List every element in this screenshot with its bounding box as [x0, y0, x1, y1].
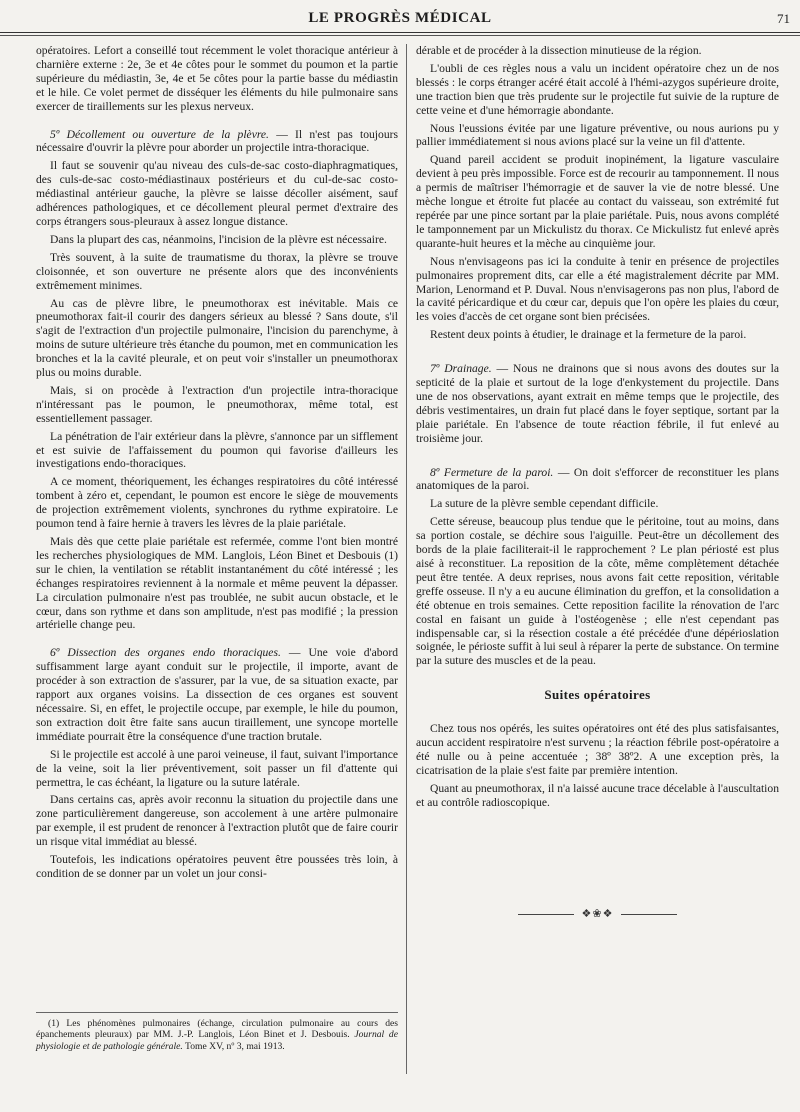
- footnote-text-end: Tome XV, nº 3, mai 1913.: [182, 1040, 285, 1052]
- paragraph: Chez tous nos opérés, les suites opératoires ont été des plus satisfaisantes, aucun accident respiratoire n'est survenu ; la réaction fébrile post-opératoire a été nulle ou à peine accentuée ; 38º 38º2. A une exception près, la cicatrisation de la plaie s'est faite par première intention.: [416, 722, 779, 777]
- page-header: [0, 0, 800, 34]
- paragraph: La pénétration de l'air extérieur dans la plèvre, s'annonce par un sifflement et est suivie de l'affaissement du poumon qui favorise d'ailleurs les investigations endo-thoraciques.: [36, 429, 398, 471]
- section-5: [36, 128, 398, 156]
- section-title: 5º Décollement ou ouverture de la plèvre.: [50, 127, 269, 141]
- paragraph: dérable et de procéder à la dissection minutieuse de la région.: [416, 44, 702, 57]
- fleuron-icon: ❖❀❖: [581, 907, 614, 920]
- paragraph: La suture de la plèvre semble cependant difficile.: [430, 497, 659, 511]
- paragraph: Cette séreuse, beaucoup plus tendue que le péritoine, tout au moins, dans sa portion costale, se déchire sous l'aiguille. Peut-être un décollement des bords de la plaie faciliterait-il le rapprochement ? Le plan périosté est plus aisé à reconstituer. La reposition de la côte, même complètement détachée peut être tentée. A deux reprises, nous avons fait cette reposition, véritable greffe osseuse. Il n'y a eu aucune élimination du greffon, et la consolidation a été obtenue en trois semaines. Cette reposition facilite la rénovation de l'arc costal en faisant un guide à l'ostéogenèse ; elle n'est cependant pas indispensable car, si la résection costale a été précédée d'une dépérioslation soignée, le périoste suffit à lui seul à réparer la perte de substance. On termine par la suture des muscles et de la peau.: [416, 515, 779, 668]
- section-6: [36, 646, 398, 743]
- ornament: [416, 908, 779, 922]
- paragraph: Toutefois, les indications opératoires peuvent être poussées très loin, à condition de se donner par un volet un jour consi-: [36, 853, 398, 880]
- paragraph: Nous n'envisageons pas ici la conduite à tenir en présence de projectiles pulmonaires proprement dits, car elle a été magistralement décrite par MM. Marion, Lenormand et P. Duval. Nous n'envisagerons pas non plus, l'abord de la cavité péricardique et du cœur car, depuis que l'on opère les plaies du cœur, les voies d'accès de cet organe sont bien précisées.: [416, 254, 779, 324]
- paragraph: Quant au pneumothorax, il n'a laissé aucune trace décelable à l'auscultation et au contrôle radioscopique.: [416, 781, 779, 809]
- paragraph: Nous l'eussions évitée par une ligature préventive, ou nous aurions pu y pallier immédiatement si nous avions placé sur la veine un fil d'attente.: [416, 121, 779, 149]
- section-text: — Il n'est pas toujours nécessaire d'ouvrir la plèvre pour aborder un projectile intra-thoracique.: [36, 127, 398, 155]
- section-title: 7º Drainage.: [430, 362, 492, 376]
- ornament-line-left: [518, 914, 574, 915]
- paragraph: A ce moment, théoriquement, les échanges respiratoires du côté intéressé tombent à zéro et, cependant, le poumon est encore le siège de mouvements de projection extrêmement violents, synchrones du rythme expiratoire. Le poumon tend à faire hernie à travers les lèvres de la plaie pariétale.: [36, 475, 398, 531]
- paragraph: Restent deux points à étudier, le drainage et la fermeture de la paroi.: [430, 328, 747, 342]
- paragraph: Très souvent, à la suite de traumatisme du thorax, la plèvre se trouve cloisonnée, et son ouverture ne présente alors que des inconvénients extrêmement minimes.: [36, 250, 398, 292]
- right-column: [416, 44, 779, 922]
- paragraph: Il faut se souvenir qu'au niveau des culs-de-sac costo-diaphragmatiques, des culs-de-sac costo-médiastinaux postérieurs et du cul-de-sac costo-médiastinal antérieur gauche, la plèvre se laisse décoller aisément, sauf adhérences pathologiques, et ce décollement pleural permet d'extraire des corps étrangers sous-pleuraux à assez longue distance.: [36, 159, 398, 228]
- paragraph: Quand pareil accident se produit inopinément, la ligature vasculaire devient à peu près impossible. Force est de recourir au tamponnement. Il nous a permis de maîtriser l'hémorragie et de sauver la vie de notre blessé. Une mèche longue et étroite fut placée au contact du vaisseau, son extrémité fut repérée par une pince sortant par la plaie pariétale. Puis, nous avons complété le tamponnement par un Mickulistz du thorax. Ce Mickulistz fut enlevé après quarante-huit heures et la mèche au cinquième jour.: [416, 153, 779, 250]
- paragraph: Au cas de plèvre libre, le pneumothorax est inévitable. Mais ce pneumothorax fait-il courir des dangers sérieux au blessé ? Sans doute, s'il s'agit de l'extraction d'un projectile pulmonaire, l'incision du parenchyme, à moins de suture ultérieure très étanche du poumon, met en communication les bronches et la la cavité pleurale, et on peut voir s'installer un pneumothorax plus ou moins durable.: [36, 296, 398, 380]
- paragraph: Mais, si on procède à l'extraction d'un projectile intra-thoracique n'intéressant pas le poumon, le pneumothorax, même total, est essentiellement passager.: [36, 383, 398, 425]
- section-title: 8º Fermeture de la paroi.: [430, 465, 554, 479]
- ornament-line-right: [621, 914, 677, 915]
- section-7: [416, 362, 779, 445]
- paragraph: L'oubli de ces règles nous a valu un incident opératoire chez un de nos blessés : le corps étranger acéré était accolé à l'hémi-azygos supérieure droite, une traction bien que très prudente sur le projectile fut suivie de la rupture de cette veine et d'une hémorragie abondante.: [416, 61, 779, 117]
- paragraph: Dans la plupart des cas, néanmoins, l'incision de la plèvre est nécessaire.: [50, 232, 387, 246]
- running-title: LE PROGRÈS MÉDICAL: [308, 10, 492, 26]
- section-text: — Une voie d'abord suffisamment large ayant conduit sur le projectile, il importe, avant de procéder à son extraction de s'assurer, par la vue, de sa situation exacte, par rapport aux organes voisins. La dissection de ces organes est souvent nécessaire. Si, en effet, le projectile occupe, par exemple, le hile du poumon, son extraction doit être faite sans aucun tiraillement, une syncope mortelle immédiate pourrait être la conséquence d'une traction brutale.: [36, 646, 399, 743]
- footnote-text: (1) Les phénomènes pulmonaires (échange, circulation pulmonaire au cours des épanchements pleuraux) par MM. J.-P. Langlois, Léon Binet et J. Desbouis.: [36, 1018, 398, 1041]
- column-divider: [406, 44, 407, 1074]
- footnote-journal: Journal de physiologie et de pathologie générale.: [36, 1029, 398, 1052]
- paragraph: opératoires. Lefort a conseillé tout récemment le volet thoracique antérieur à charnière externe : 2e, 3e et 4e côtes pour le sommet du poumon et la partie supérieure du médiastin, 3e, 4e et 5e côtes pour la partie basse du médiastin et le hile. Ce volet permet de disséquer les éléments du hile pulmonaire sans exercer de tiraillements sur les plexus nerveux.: [36, 44, 398, 113]
- section-8: [416, 466, 779, 494]
- header-rule: [0, 32, 800, 33]
- footnote-rule: [36, 1012, 398, 1013]
- paragraph: Mais dès que cette plaie pariétale est refermée, comme l'ont bien montré les recherches physiologiques de MM. Langlois, Léon Binet et Desbouis (1) sur le chien, la ventilation se rétablit instantanément du côté intéressé ; les échanges respiratoires reviennent à la normale et même peuvent la dépasser. La circulation pulmonaire n'est pas troublée, ne subit aucun obstacle, et le cœur, dans son rythme et dans son amplitude, n'est pas modifié ; la pression artérielle change peu.: [36, 535, 398, 632]
- section-title: 6º Dissection des organes endo thoraciques.: [50, 646, 281, 660]
- section-heading: Suites opératoires: [544, 687, 651, 703]
- paragraph: Si le projectile est accolé à une paroi veineuse, il faut, suivant l'importance de la veine, soit la lier préventivement, soit passer un fil d'attente qui permettra, le cas échéant, la ligature ou la suture latérale.: [36, 747, 398, 789]
- section-text: — On doit s'efforcer de reconstituer les plans anatomiques de la paroi.: [416, 465, 780, 493]
- footnote: [36, 1018, 398, 1052]
- header-rule-thin: [0, 35, 800, 36]
- paragraph: Dans certains cas, après avoir reconnu la situation du projectile dans une zone particulièrement dangereuse, son accolement à une artère pulmonaire par exemple, il est prudent de renoncer à l'extraction plutôt que de faire courir un risque vital immédiat au blessé.: [36, 793, 398, 849]
- page-number: 71: [777, 11, 790, 26]
- section-text: — Nous ne drainons que si nous avons des doutes sur la septicité de la plaie et surtout de la loge d'enkystement du projectile. Dans une de nos observations, ayant extrait en même temps que le projectile, des débris vestimentaires, un drain fut placé dans le foyer septique, sortant par la plaie pariétale. En l'absence de toute réaction fébrile, il fut enlevé au troisième jour.: [416, 362, 779, 445]
- left-column: [36, 44, 398, 885]
